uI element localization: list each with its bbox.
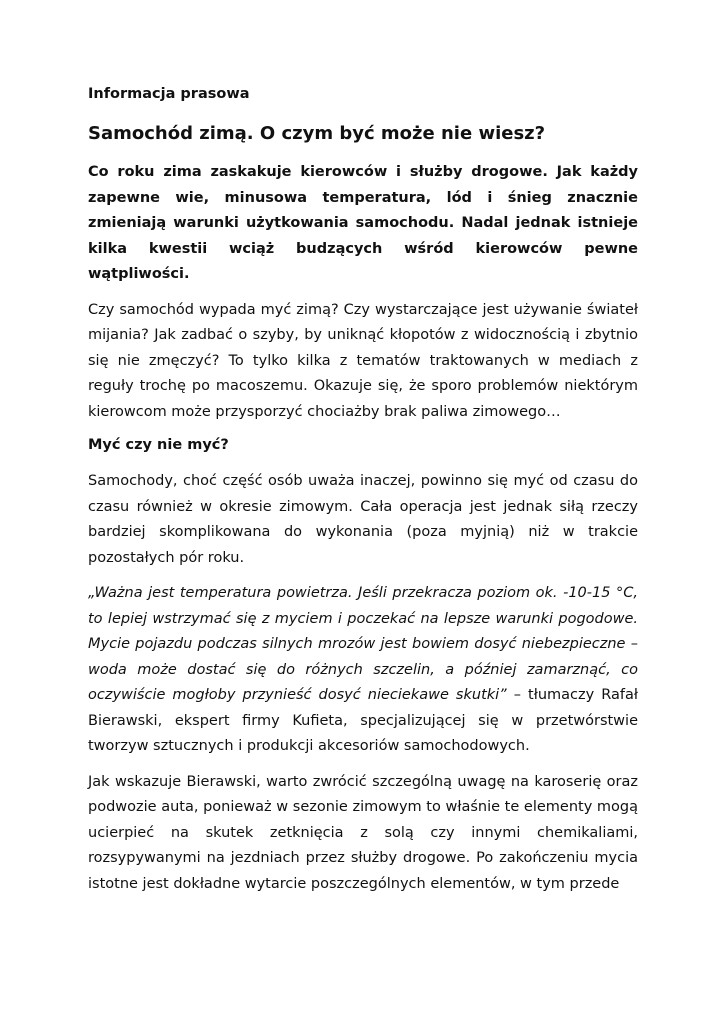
body-paragraph-1: Czy samochód wypada myć zimą? Czy wystarczające jest używanie świateł mijania? Jak zadbać o szyby, by uniknąć kłopotów z widocznością i zbytnio się nie zmęczyć? To tylko kilka z tematów traktowanych w mediach z reguły trochę po macoszemu. Okazuje się, że sporo problemów niektórym kierowcom może przysporzyć chociażby brak paliwa zimowego… [88, 301, 638, 420]
quote-attribution: – tłumaczy Rafał Bierawski, ekspert firmy Kufieta, specjalizującej się w przetwórstwie tworzyw sztucznych i produkcji akcesoriów samochodowych. [88, 687, 638, 754]
press-release-label: Informacja prasowa [88, 86, 250, 102]
lead-paragraph: Co roku zima zaskakuje kierowców i służby drogowe. Jak każdy zapewne wie, minusowa temperatura, lód i śnieg znacznie zmieniają warunki użytkowania samochodu. Nadal jednak istnieje kilka kwestii wciąż budzących wśród kierowców pewne wątpliwości. [88, 164, 638, 282]
body-paragraph-3: Jak wskazuje Bierawski, warto zwrócić szczególną uwagę na karoserię oraz podwozie auta, ponieważ w sezonie zimowym to właśnie te elementy mogą ucierpieć na skutek zetknięcia z solą czy innymi chemikaliami, rozsypywanymi na jezdniach przez służby drogowe. Po zakończeniu mycia istotne jest dokładne wytarcie poszczególnych elementów, w tym przede [88, 773, 638, 892]
section-heading: Myć czy nie myć? [88, 437, 229, 453]
document-title: Samochód zimą. O czym być może nie wiesz? [88, 123, 546, 144]
document-page [88, 84, 638, 907]
body-paragraph-2: Samochody, choć część osób uważa inaczej, powinno się myć od czasu do czasu również w okresie zimowym. Cała operacja jest jednak siłą rzeczy bardziej skomplikowana do wykonania (poza myjnią) niż w trakcie pozostałych pór roku. [88, 473, 638, 566]
quote-paragraph [88, 581, 638, 760]
expert-quote: „Ważna jest temperatura powietrza. Jeśli przekracza poziom ok. -10-15 °C, to lepiej wstrzymać się z myciem i poczekać na lepsze warunki pogodowe. Mycie pojazdu podczas silnych mrozów jest bowiem dosyć niebezpieczne – woda może dostać się do różnych szczelin, a później zamarznąć, co oczywiście mogłoby przynieść dosyć nieciekawe skutki” [88, 585, 638, 703]
